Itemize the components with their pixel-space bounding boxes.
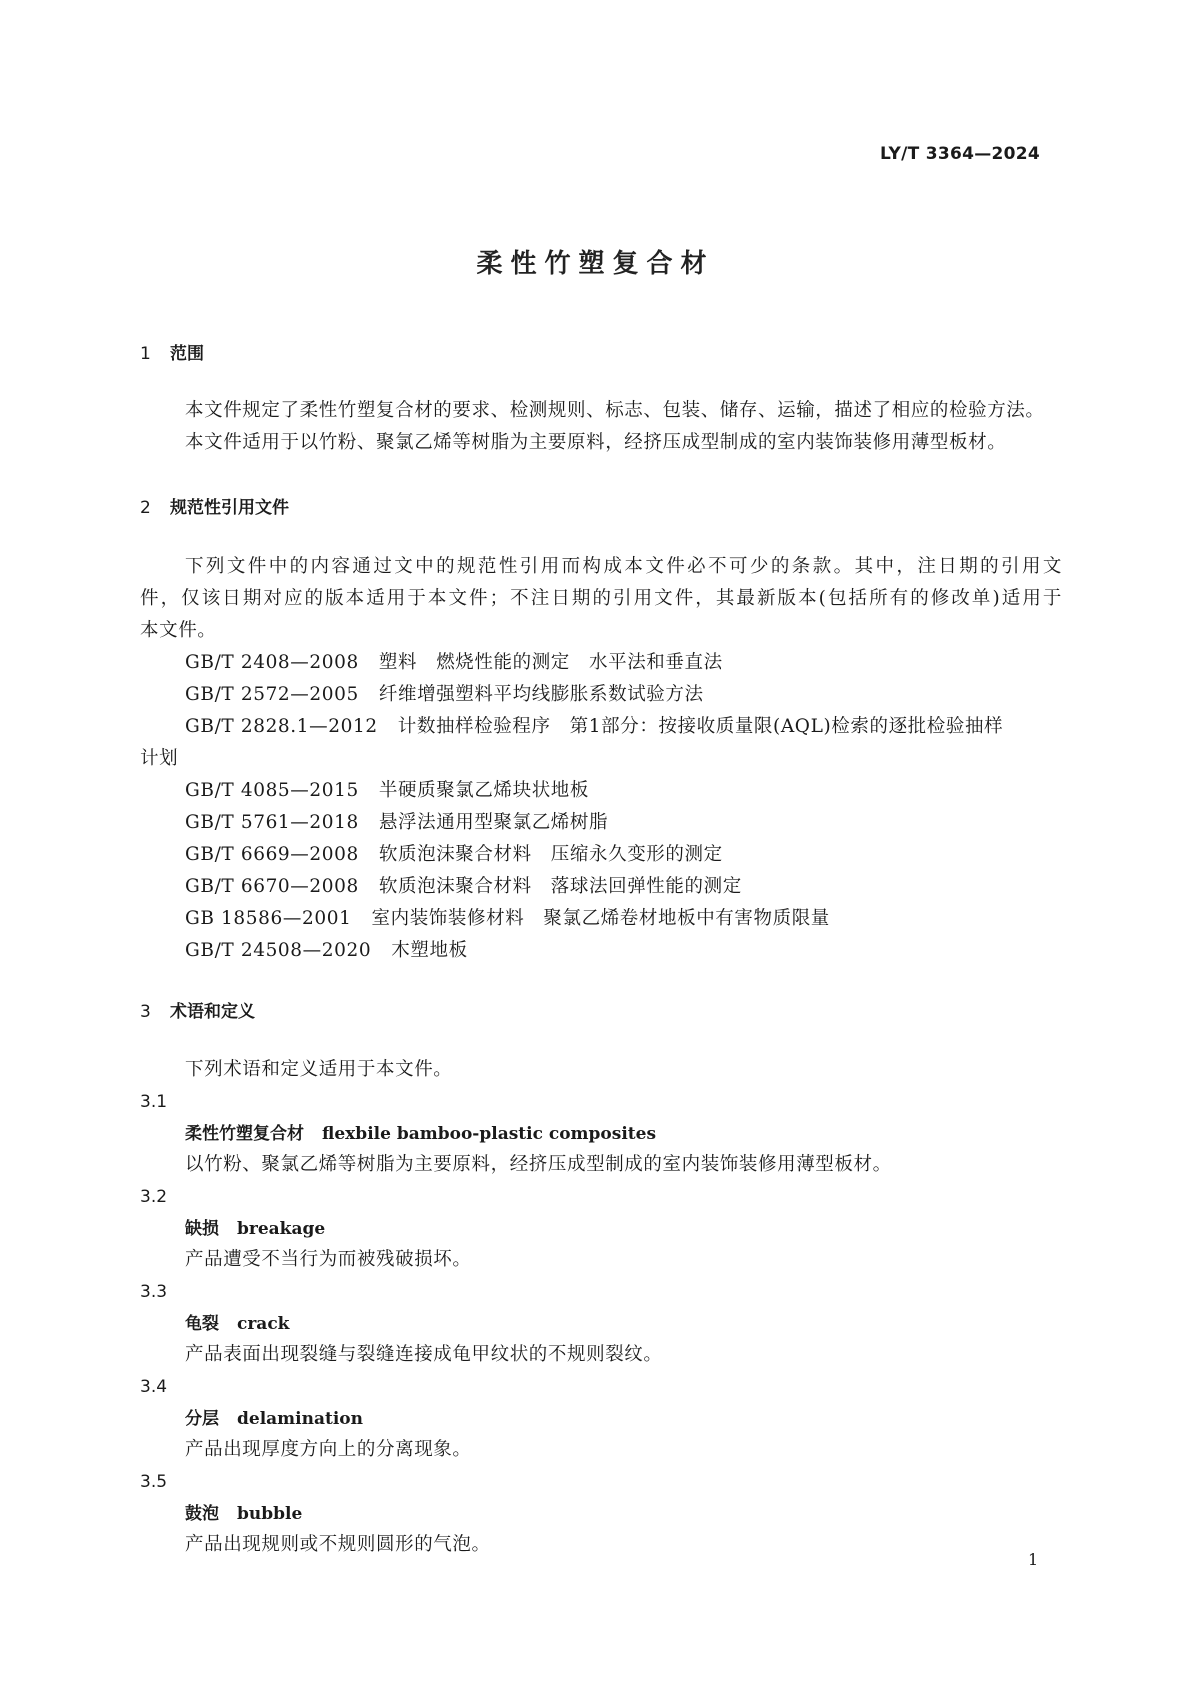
clause-number: 3.4 xyxy=(140,1377,168,1397)
section-number: 2 xyxy=(140,498,151,518)
scope-paragraph-2: 本文件适用于以竹粉、聚氯乙烯等树脂为主要原料，经挤压成型制成的室内装饰装修用薄型板材。 xyxy=(185,432,1007,453)
section-number: 1 xyxy=(140,344,151,364)
reference-code: GB/T 6669—2008 xyxy=(185,844,359,865)
term-definition: 产品遭受不当行为而被残破损坏。 xyxy=(185,1249,472,1270)
scope-paragraph-1: 本文件规定了柔性竹塑复合材的要求、检测规则、标志、包装、储存、运输，描述了相应的检验方法。 xyxy=(185,400,1045,421)
clause-number: 3.3 xyxy=(140,1282,168,1302)
normative-intro-line-2: 件，仅该日期对应的版本适用于本文件；不注日期的引用文件，其最新版本(包括所有的修改单)适用于 xyxy=(140,588,1062,609)
reference-code: GB/T 2572—2005 xyxy=(185,684,359,705)
term-english: breakage xyxy=(237,1219,326,1239)
reference-code: GB/T 6670—2008 xyxy=(185,876,359,897)
term-definition: 以竹粉、聚氯乙烯等树脂为主要原料，经挤压成型制成的室内装饰装修用薄型板材。 xyxy=(185,1154,892,1175)
section-title: 规范性引用文件 xyxy=(170,498,289,518)
reference-item xyxy=(185,939,468,963)
reference-code: GB/T 2408—2008 xyxy=(185,652,359,673)
reference-title: 悬浮法通用型聚氯乙烯树脂 xyxy=(378,812,609,833)
reference-item xyxy=(185,843,723,867)
section-3-heading xyxy=(140,1000,255,1024)
normative-intro-line-3: 本文件。 xyxy=(140,620,217,641)
reference-title: 计数抽样检验程序 第1部分：按接收质量限(AQL)检索的逐批检验抽样 xyxy=(397,716,1004,737)
reference-continuation: 计划 xyxy=(140,748,179,769)
reference-item xyxy=(185,875,742,899)
term-english: delamination xyxy=(237,1409,364,1429)
reference-code: GB/T 24508—2020 xyxy=(185,940,372,961)
clause-number: 3.2 xyxy=(140,1187,168,1207)
terms-intro: 下列术语和定义适用于本文件。 xyxy=(185,1059,453,1080)
reference-code: GB/T 2828.1—2012 xyxy=(185,716,378,737)
reference-title: 木塑地板 xyxy=(391,940,468,961)
reference-title: 室内装饰装修材料 聚氯乙烯卷材地板中有害物质限量 xyxy=(371,908,830,929)
reference-code: GB/T 5761—2018 xyxy=(185,812,359,833)
term-definition: 产品表面出现裂缝与裂缝连接成龟甲纹状的不规则裂纹。 xyxy=(185,1344,663,1365)
section-title: 范围 xyxy=(170,344,204,364)
reference-item xyxy=(185,715,1003,739)
term-chinese: 分层 xyxy=(185,1409,219,1429)
reference-title: 纤维增强塑料平均线膨胀系数试验方法 xyxy=(378,684,704,705)
term-definition: 产品出现规则或不规则圆形的气泡。 xyxy=(185,1534,491,1555)
reference-title: 塑料 燃烧性能的测定 水平法和垂直法 xyxy=(378,652,723,673)
term-entry xyxy=(185,1217,325,1241)
term-definition: 产品出现厚度方向上的分离现象。 xyxy=(185,1439,472,1460)
term-chinese: 鼓泡 xyxy=(185,1504,219,1524)
reference-item xyxy=(185,651,723,675)
reference-title: 半硬质聚氯乙烯块状地板 xyxy=(378,780,589,801)
document-code: LY/T 3364—2024 xyxy=(880,144,1041,164)
reference-code: GB 18586—2001 xyxy=(185,908,352,929)
section-number: 3 xyxy=(140,1002,151,1022)
reference-item xyxy=(185,811,608,835)
term-chinese: 柔性竹塑复合材 xyxy=(185,1124,304,1144)
term-english: crack xyxy=(237,1314,290,1334)
reference-title: 软质泡沫聚合材料 落球法回弹性能的测定 xyxy=(378,876,742,897)
section-1-heading xyxy=(140,342,204,366)
reference-item xyxy=(185,907,830,931)
reference-item xyxy=(185,779,589,803)
term-chinese: 龟裂 xyxy=(185,1314,219,1334)
term-entry xyxy=(185,1502,302,1526)
reference-title: 软质泡沫聚合材料 压缩永久变形的测定 xyxy=(378,844,723,865)
clause-number: 3.5 xyxy=(140,1472,168,1492)
reference-item xyxy=(185,683,704,707)
section-title: 术语和定义 xyxy=(170,1002,255,1022)
normative-intro-line-1: 下列文件中的内容通过文中的规范性引用而构成本文件必不可少的条款。其中，注日期的引用文 xyxy=(185,556,1062,577)
clause-number: 3.1 xyxy=(140,1092,168,1112)
section-2-heading xyxy=(140,496,289,520)
term-english: bubble xyxy=(237,1504,303,1524)
term-entry xyxy=(185,1122,656,1146)
reference-code: GB/T 4085—2015 xyxy=(185,780,359,801)
term-english: flexbile bamboo-plastic composites xyxy=(322,1124,657,1144)
document-title: 柔性竹塑复合材 xyxy=(476,249,715,279)
term-entry xyxy=(185,1312,289,1336)
page-number: 1 xyxy=(1028,1550,1039,1569)
term-entry xyxy=(185,1407,363,1431)
term-chinese: 缺损 xyxy=(185,1219,219,1239)
